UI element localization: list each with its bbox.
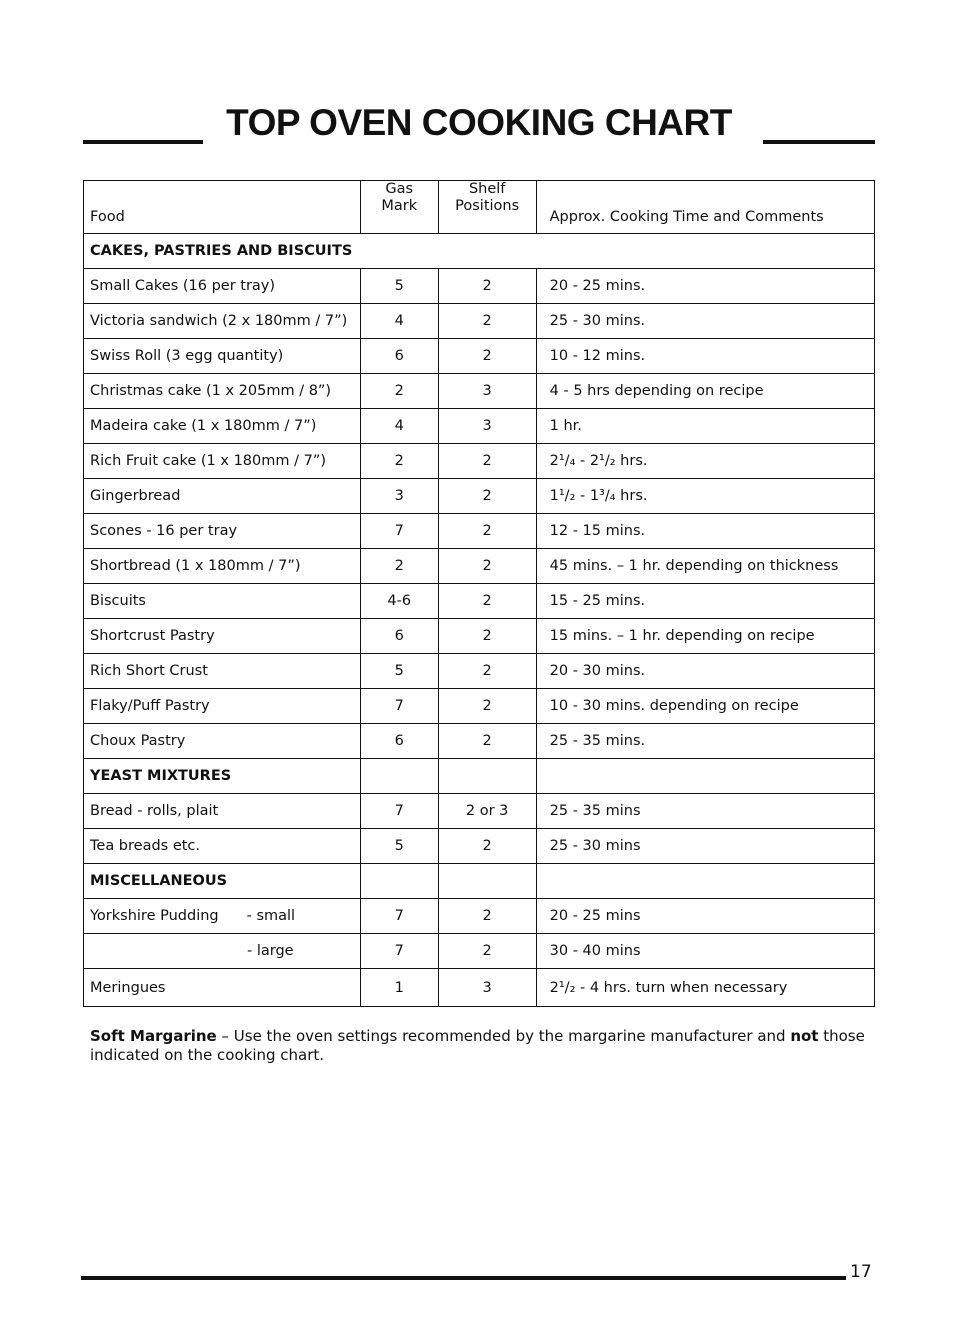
soft-margarine-note: Soft Margarine – Use the oven settings recommended by the margarine manufacturer and not those indicated on the cooking chart. — [90, 1027, 865, 1064]
table-row: Small Cakes (16 per tray) 5 2 20 - 25 mins. — [84, 269, 875, 304]
header-comments: Approx. Cooking Time and Comments — [536, 181, 874, 234]
table-row: Shortbread (1 x 180mm / 7”) 2 2 45 mins. – 1 hr. depending on thickness — [84, 549, 875, 584]
table-row: Biscuits 4-6 2 15 - 25 mins. — [84, 584, 875, 619]
title-rule-right — [763, 140, 875, 144]
table-row: Swiss Roll (3 egg quantity) 6 2 10 - 12 mins. — [84, 339, 875, 374]
section-misc: MISCELLANEOUS — [84, 864, 361, 899]
page-number: 17 — [850, 1262, 872, 1282]
table-row: Gingerbread 3 2 1¹/₂ - 1³/₄ hrs. — [84, 479, 875, 514]
section-row-yeast — [84, 759, 875, 794]
table-row: Choux Pastry 6 2 25 - 35 mins. — [84, 724, 875, 759]
page-title: TOP OVEN COOKING CHART — [226, 102, 732, 143]
cooking-chart-table — [83, 180, 875, 1007]
table-row: Flaky/Puff Pastry 7 2 10 - 30 mins. depending on recipe — [84, 689, 875, 724]
footer-rule — [81, 1276, 846, 1280]
table-row: Christmas cake (1 x 205mm / 8”) 2 3 4 - 5 hrs depending on recipe — [84, 374, 875, 409]
table-row: Tea breads etc. 5 2 25 - 30 mins — [84, 829, 875, 864]
header-shelf-positions: Shelf Positions — [438, 181, 536, 234]
table-row: - large 7 2 30 - 40 mins — [84, 934, 875, 969]
table-header-row — [84, 181, 875, 234]
section-row-misc — [84, 864, 875, 899]
table-row: Rich Fruit cake (1 x 180mm / 7”) 2 2 2¹/₄ - 2¹/₂ hrs. — [84, 444, 875, 479]
table-row: Bread - rolls, plait 7 2 or 3 25 - 35 mins — [84, 794, 875, 829]
table-row: Shortcrust Pastry 6 2 15 mins. – 1 hr. depending on recipe — [84, 619, 875, 654]
table-row: Victoria sandwich (2 x 180mm / 7”) 4 2 25 - 30 mins. — [84, 304, 875, 339]
table-row: Meringues 1 3 2¹/₂ - 4 hrs. turn when necessary — [84, 969, 875, 1007]
table-row: Scones - 16 per tray 7 2 12 - 15 mins. — [84, 514, 875, 549]
section-row-cakes — [84, 234, 875, 269]
section-cakes: CAKES, PASTRIES AND BISCUITS — [84, 234, 875, 269]
table-row: Madeira cake (1 x 180mm / 7”) 4 3 1 hr. — [84, 409, 875, 444]
table-row: Rich Short Crust 5 2 20 - 30 mins. — [84, 654, 875, 689]
header-gas-mark: Gas Mark — [360, 181, 438, 234]
title-block — [83, 100, 875, 150]
section-yeast: YEAST MIXTURES — [84, 759, 361, 794]
header-food: Food — [84, 181, 361, 234]
table-row: Yorkshire Pudding - small 7 2 20 - 25 mins — [84, 899, 875, 934]
